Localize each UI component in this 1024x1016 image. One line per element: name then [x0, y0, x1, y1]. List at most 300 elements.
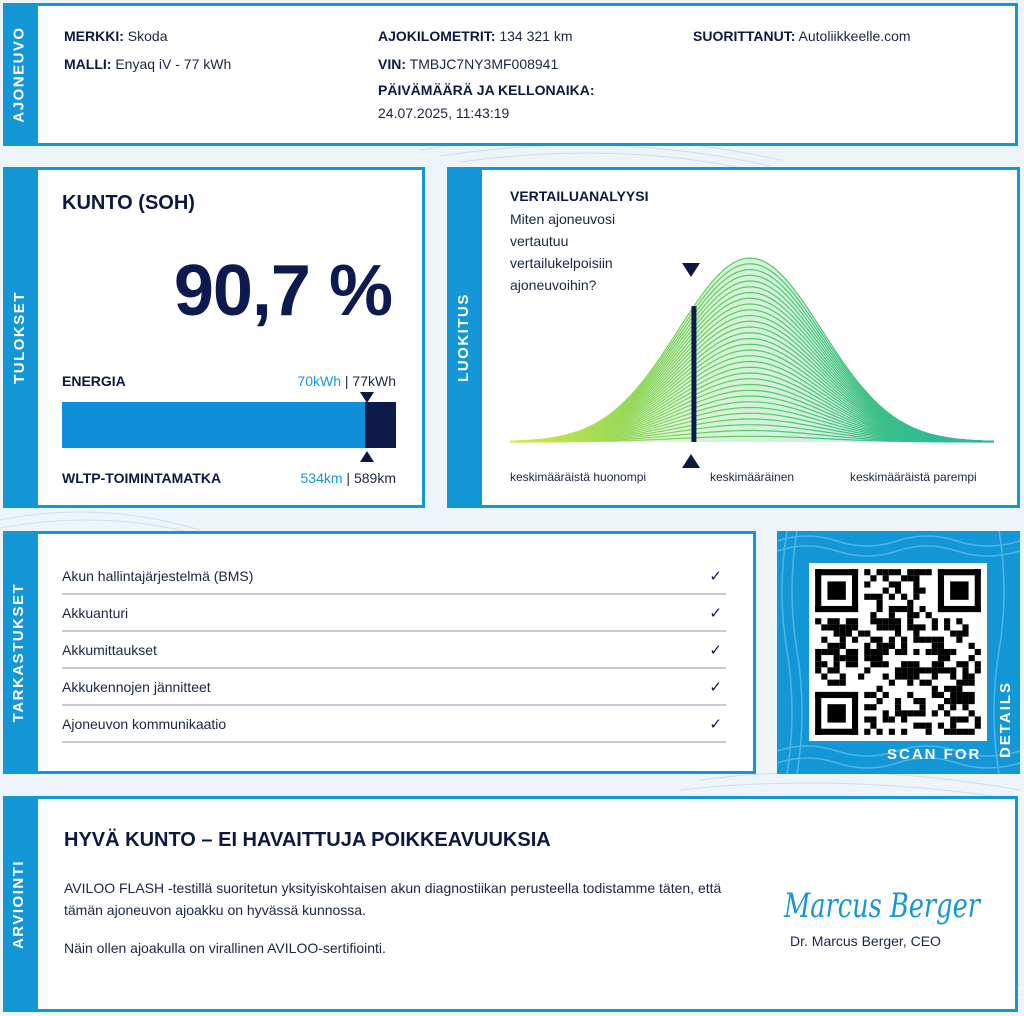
qr-module — [883, 624, 889, 630]
qr-module — [913, 631, 919, 637]
qr-module — [883, 649, 889, 655]
signer-name: Dr. Marcus Berger, CEO — [790, 933, 941, 949]
performed-by-field: SUORITTANUT: Autoliikkeelle.com — [693, 28, 911, 44]
qr-module — [969, 655, 975, 661]
wltp-current: 534km — [300, 470, 343, 486]
qr-module — [870, 692, 876, 698]
energy-values — [297, 373, 396, 389]
qr-module — [969, 673, 975, 679]
assessment-title: HYVÄ KUNTO – EI HAVAITTUJA POIKKEAVUUKSIA — [64, 829, 551, 851]
qr-module — [913, 575, 919, 581]
qr-module — [889, 680, 895, 686]
qr-module — [913, 661, 919, 667]
check-icon: ✓ — [709, 604, 722, 622]
qr-module — [846, 655, 852, 661]
qr-module — [877, 594, 883, 600]
qr-module — [895, 569, 901, 575]
details-text: DETAILS — [997, 680, 1015, 759]
qr-module — [950, 692, 956, 698]
qr-module — [864, 581, 870, 587]
assessment-paragraph-2: Näin ollen ajoakulla on virallinen AVILOO-sertifiointi. — [64, 940, 386, 956]
qr-module — [938, 661, 944, 667]
qr-module — [919, 588, 925, 594]
qr-module — [962, 661, 968, 667]
qr-module — [919, 704, 925, 710]
qr-module — [950, 631, 956, 637]
qr-module — [938, 643, 944, 649]
qr-module — [877, 643, 883, 649]
qr-code-image — [809, 563, 987, 741]
qr-module — [877, 569, 883, 575]
tarkastukset-tab: TARKASTUKSET — [3, 531, 35, 774]
qr-module — [870, 612, 876, 618]
tulokset-tab: TULOKSET — [3, 167, 35, 508]
qr-module — [846, 649, 852, 655]
qr-module — [864, 655, 870, 661]
qr-module — [962, 729, 968, 735]
qr-module — [870, 655, 876, 661]
qr-module — [864, 649, 870, 655]
qr-module — [870, 649, 876, 655]
qr-module — [901, 643, 907, 649]
qr-module — [815, 569, 821, 612]
qr-module — [901, 575, 907, 581]
qr-module — [901, 594, 907, 600]
make-field: MERKKI: Skoda — [64, 28, 168, 44]
qr-module — [877, 606, 883, 612]
qr-module — [907, 569, 913, 575]
qr-module — [821, 673, 827, 679]
qr-module — [901, 637, 907, 643]
qr-module — [895, 704, 901, 710]
label-better: keskimääräistä parempi — [850, 470, 977, 484]
qr-module — [870, 704, 876, 710]
qr-module — [883, 569, 889, 575]
qr-module — [901, 649, 907, 655]
qr-module — [858, 673, 864, 679]
qr-module — [883, 643, 889, 649]
qr-module — [864, 716, 870, 722]
qr-module — [840, 655, 846, 661]
qr-module — [913, 723, 919, 729]
qr-module — [889, 624, 895, 630]
qr-module — [956, 729, 962, 735]
qr-module — [895, 698, 901, 704]
qr-module — [956, 698, 962, 704]
qr-module — [864, 692, 870, 698]
comparison-subtitle: Miten ajoneuvosi vertautuu vertailukelpoisiin ajoneuvoihin? — [510, 211, 616, 293]
qr-module — [858, 631, 864, 637]
qr-module — [969, 692, 975, 698]
qr-module — [834, 624, 840, 630]
qr-module — [877, 661, 883, 667]
qr-module — [938, 649, 944, 655]
qr-module — [895, 588, 901, 594]
qr-module — [834, 649, 840, 655]
qr-module — [950, 716, 956, 722]
qr-module — [907, 661, 913, 667]
qr-module — [913, 710, 919, 716]
wltp-total: 589km — [353, 470, 396, 486]
qr-module — [926, 649, 932, 655]
qr-module — [901, 673, 907, 679]
qr-module — [969, 698, 975, 704]
qr-module — [821, 624, 827, 630]
qr-module — [919, 624, 925, 630]
qr-module — [962, 704, 968, 710]
qr-module — [827, 618, 833, 624]
qr-module — [870, 618, 876, 624]
qr-module — [932, 643, 938, 649]
energy-current: 70kWh — [297, 373, 341, 389]
qr-module — [950, 667, 956, 673]
qr-code-block[interactable] — [777, 531, 1020, 774]
qr-module — [889, 612, 895, 618]
qr-module — [883, 588, 889, 594]
qr-module — [975, 661, 981, 667]
qr-module — [950, 581, 968, 599]
qr-module — [944, 729, 950, 735]
qr-module — [913, 588, 919, 594]
qr-module — [883, 618, 889, 624]
qr-module — [907, 624, 913, 630]
qr-module — [944, 618, 950, 624]
qr-module — [852, 618, 858, 624]
marker-top-icon — [682, 263, 700, 277]
qr-module — [913, 624, 919, 630]
qr-module — [870, 594, 876, 600]
qr-module — [827, 649, 833, 655]
qr-module — [895, 606, 901, 612]
qr-module — [889, 637, 895, 643]
qr-module — [815, 569, 858, 575]
qr-module — [926, 667, 932, 673]
qr-module — [926, 612, 932, 618]
qr-module — [889, 729, 895, 735]
qr-module — [815, 729, 858, 735]
qr-module — [975, 569, 981, 612]
qr-module — [913, 667, 919, 673]
qr-module — [895, 624, 901, 630]
qr-module — [864, 729, 870, 735]
qr-module — [821, 637, 827, 643]
qr-module — [907, 600, 913, 606]
marker-bottom-icon — [682, 454, 700, 468]
qr-module — [821, 649, 827, 655]
qr-module — [913, 612, 919, 618]
qr-module — [864, 594, 870, 600]
qr-module — [950, 686, 956, 692]
qr-module — [901, 710, 907, 716]
qr-module — [926, 729, 932, 735]
qr-module — [956, 692, 962, 698]
qr-module — [944, 624, 950, 630]
qr-module — [938, 637, 944, 643]
qr-module — [975, 723, 981, 729]
qr-module — [889, 581, 895, 587]
qr-module — [852, 569, 858, 612]
qr-module — [913, 698, 919, 704]
qr-module — [907, 673, 913, 679]
qr-module — [907, 680, 913, 686]
qr-module — [956, 686, 962, 692]
qr-module — [907, 606, 913, 612]
qr-module — [926, 637, 932, 643]
qr-module — [969, 680, 975, 686]
qr-module — [877, 600, 883, 606]
qr-module — [852, 624, 858, 630]
qr-module — [895, 649, 901, 655]
qr-module — [962, 692, 968, 698]
qr-module — [864, 631, 870, 637]
qr-module — [895, 710, 901, 716]
qr-code[interactable] — [809, 563, 987, 741]
qr-module — [932, 686, 938, 692]
qr-module — [834, 631, 840, 637]
qr-module — [932, 667, 938, 673]
qr-module — [883, 661, 889, 667]
qr-module — [913, 581, 919, 587]
qr-module — [834, 655, 840, 661]
vehicle-panel — [35, 3, 1018, 146]
check-icon: ✓ — [709, 715, 722, 733]
results-panel — [35, 167, 425, 508]
qr-module — [889, 716, 895, 722]
qr-module — [852, 692, 858, 735]
qr-module — [950, 723, 956, 729]
qr-module — [901, 667, 907, 673]
qr-module — [938, 655, 944, 661]
checks-panel — [35, 531, 756, 774]
qr-module — [913, 569, 919, 575]
check-item-bms: Akun hallintajärjestelmä (BMS) ✓ — [62, 558, 726, 595]
check-icon: ✓ — [709, 678, 722, 696]
qr-module — [919, 637, 925, 643]
qr-module — [956, 618, 962, 624]
qr-module — [932, 624, 938, 630]
qr-module — [919, 710, 925, 716]
qr-module — [944, 655, 950, 661]
qr-module — [932, 673, 938, 679]
qr-module — [938, 667, 944, 673]
qr-module — [950, 649, 956, 655]
checks-list — [62, 558, 726, 743]
qr-module — [852, 655, 858, 661]
qr-module — [919, 606, 925, 612]
qr-module — [938, 692, 944, 698]
qr-module — [913, 649, 919, 655]
signature-image — [780, 881, 990, 931]
qr-module — [840, 680, 846, 686]
qr-module — [815, 649, 821, 655]
luokitus-tab: LUOKITUS — [447, 167, 479, 508]
qr-module — [840, 643, 846, 649]
qr-module — [950, 704, 956, 710]
qr-module — [877, 698, 883, 704]
mileage-field: AJOKILOMETRIT: 134 321 km — [378, 28, 573, 44]
qr-module — [815, 618, 821, 624]
qr-module — [846, 631, 852, 637]
scan-for-text: SCAN FOR — [887, 746, 982, 763]
qr-module — [895, 618, 901, 624]
qr-module — [877, 637, 883, 643]
qr-module — [932, 692, 938, 698]
qr-module — [975, 667, 981, 673]
qr-module — [815, 692, 821, 735]
qr-module — [895, 581, 901, 587]
qr-module — [895, 673, 901, 679]
qr-module — [895, 631, 901, 637]
qr-module — [962, 673, 968, 679]
check-item-measurements: Akkumittaukset ✓ — [62, 632, 726, 669]
qr-module — [919, 667, 925, 673]
qr-module — [827, 667, 833, 673]
qr-module — [846, 624, 852, 630]
qr-module — [889, 606, 895, 612]
qr-module — [932, 710, 938, 716]
qr-module — [969, 643, 975, 649]
qr-module — [932, 637, 938, 643]
qr-module — [932, 649, 938, 655]
qr-module — [901, 716, 907, 722]
qr-module — [975, 716, 981, 722]
check-item-cell-voltages: Akkukennojen jännitteet ✓ — [62, 669, 726, 706]
qr-module — [944, 698, 950, 704]
qr-module — [877, 655, 883, 661]
qr-module — [932, 618, 938, 624]
qr-module — [864, 667, 870, 673]
qr-module — [852, 637, 858, 643]
qr-module — [901, 661, 907, 667]
qr-module — [901, 606, 907, 612]
qr-module — [962, 716, 968, 722]
qr-module — [944, 667, 950, 673]
qr-module — [852, 649, 858, 655]
qr-module — [815, 661, 821, 667]
qr-module — [864, 569, 870, 575]
qr-module — [962, 698, 968, 704]
energy-separator: | — [341, 373, 353, 389]
label-worse: keskimääräistä huonompi — [510, 470, 647, 484]
qr-module — [815, 692, 858, 698]
qr-module — [907, 575, 913, 581]
svg-text:Marcus Berger: Marcus Berger — [783, 886, 982, 926]
soh-bar-remaining — [365, 402, 396, 448]
soh-bar — [62, 402, 396, 448]
qr-module — [913, 594, 919, 600]
qr-module — [975, 649, 981, 655]
date-value: 24.07.2025, 11:43:19 — [378, 105, 510, 121]
qr-module — [877, 686, 883, 692]
qr-module — [962, 624, 968, 630]
qr-module — [864, 643, 870, 649]
assessment-paragraph-1: AVILOO FLASH -testillä suoritetun yksityiskohtaisen akun diagnostiikan perusteella todistamme täten, että tämän ajoneuvon ajoakku on hyvässä kunnossa. — [64, 880, 722, 918]
qr-module — [938, 723, 944, 729]
qr-module — [926, 723, 932, 729]
qr-module — [962, 680, 968, 686]
qr-module — [827, 643, 833, 649]
qr-module — [956, 631, 962, 637]
qr-module — [870, 575, 876, 581]
qr-module — [864, 704, 870, 710]
qr-module — [870, 723, 876, 729]
qr-module — [840, 637, 846, 643]
qr-module — [827, 624, 833, 630]
qr-module — [969, 710, 975, 716]
qr-module — [962, 667, 968, 673]
qr-module — [870, 661, 876, 667]
qr-module — [944, 710, 950, 716]
energy-label: ENERGIA — [62, 373, 126, 389]
qr-module — [877, 649, 883, 655]
qr-module — [938, 569, 981, 575]
qr-module — [956, 637, 962, 643]
qr-module — [821, 661, 827, 667]
qr-module — [950, 729, 956, 735]
assessment-body — [64, 877, 764, 959]
qr-module — [895, 667, 901, 673]
qr-module — [919, 723, 925, 729]
qr-module — [834, 661, 840, 667]
wltp-label: WLTP-TOIMINTAMATKA — [62, 470, 222, 486]
qr-module — [907, 710, 913, 716]
qr-module — [834, 667, 840, 673]
qr-module — [815, 606, 858, 612]
qr-module — [907, 692, 913, 698]
qr-module — [840, 673, 846, 679]
qr-module — [827, 704, 845, 722]
qr-module — [877, 624, 883, 630]
qr-module — [883, 673, 889, 679]
qr-module — [907, 618, 913, 624]
qr-module — [944, 686, 950, 692]
qr-module — [938, 569, 944, 612]
qr-module — [815, 655, 821, 661]
qr-module — [883, 716, 889, 722]
qr-module — [938, 606, 981, 612]
qr-module — [846, 618, 852, 624]
qr-module — [956, 661, 962, 667]
soh-title: KUNTO (SOH) — [62, 192, 195, 214]
date-label: PÄIVÄMÄÄRÄ JA KELLONAIKA: — [378, 82, 595, 98]
qr-module — [815, 667, 821, 673]
qr-module — [852, 661, 858, 667]
model-field: MALLI: Enyaq iV - 77 kWh — [64, 56, 232, 72]
qr-module — [956, 680, 962, 686]
wltp-values — [301, 470, 396, 486]
qr-module — [950, 673, 956, 679]
qr-module — [907, 667, 913, 673]
label-average: keskimääräinen — [710, 470, 795, 484]
qr-module — [926, 569, 932, 575]
qr-module — [883, 575, 889, 581]
qr-module — [870, 637, 876, 643]
qr-module — [883, 692, 889, 698]
qr-module — [834, 680, 840, 686]
qr-module — [827, 581, 845, 599]
qr-module — [889, 594, 895, 600]
qr-module — [889, 643, 895, 649]
check-icon: ✓ — [709, 641, 722, 659]
energy-total: 77kWh — [352, 373, 396, 389]
qr-module — [834, 618, 840, 624]
qr-module — [919, 698, 925, 704]
qr-module — [877, 618, 883, 624]
qr-module — [889, 569, 895, 575]
qr-module — [846, 661, 852, 667]
soh-value: 90,7 % — [173, 251, 392, 331]
qr-module — [870, 716, 876, 722]
